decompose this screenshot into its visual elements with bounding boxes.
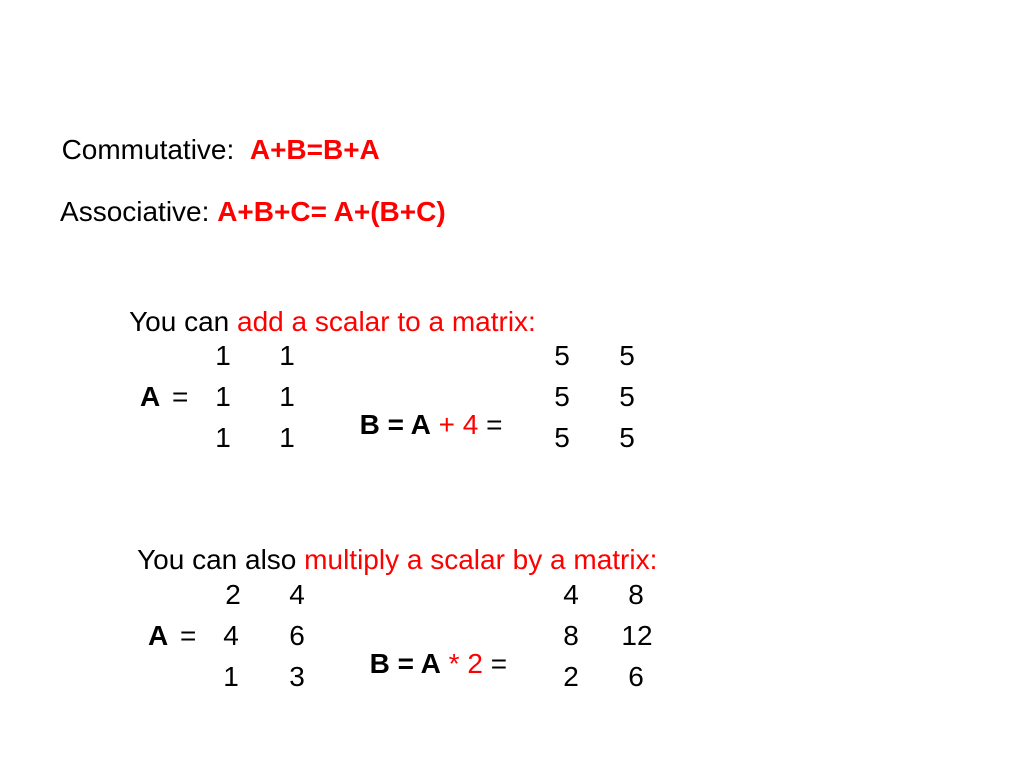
multiply-scalar-highlight: multiply a scalar by a matrix: (304, 544, 658, 575)
matrix-cell: 5 (619, 381, 635, 412)
commutative-formula: A+B=B+A (249, 134, 380, 165)
commutative-line (46, 108, 380, 164)
matrix-cell: 12 (621, 620, 653, 651)
mul-a-equals: = (180, 620, 197, 651)
matrix-cell: 5 (554, 381, 570, 412)
matrix-cell: 1 (215, 340, 231, 371)
matrix-cell: 3 (289, 661, 305, 692)
matrix-cell: 1 (215, 422, 231, 453)
matrix-cell: 4 (289, 579, 305, 610)
add-expression (344, 383, 503, 439)
add-scalar-heading (114, 280, 536, 336)
matrix-cell: 6 (628, 661, 644, 692)
add-scalar-intro: You can (129, 306, 230, 337)
matrix-cell: 2 (563, 661, 579, 692)
mul-expression-lhs: B = A (369, 648, 441, 679)
matrix-cell: 5 (554, 422, 570, 453)
add-expression-op: + 4 (438, 409, 479, 440)
matrix-cell: 4 (563, 579, 579, 610)
mul-expression (354, 622, 507, 678)
matrix-cell: 4 (223, 620, 239, 651)
add-expression-equals: = (486, 409, 503, 440)
matrix-cell: 2 (225, 579, 241, 610)
matrix-cell: 5 (554, 340, 570, 371)
associative-formula: A+B+C= A+(B+C) (217, 196, 446, 227)
associative-line (46, 170, 446, 226)
mul-expression-num: 2 (467, 648, 483, 679)
multiply-scalar-intro: You can also (137, 544, 297, 575)
mul-expression-star: * (448, 648, 460, 679)
mul-a-label: A (148, 620, 169, 651)
matrix-cell: 1 (215, 381, 231, 412)
matrix-cell: 1 (223, 661, 239, 692)
matrix-cell: 6 (289, 620, 305, 651)
multiply-scalar-heading (122, 518, 657, 574)
matrix-cell: 5 (619, 340, 635, 371)
associative-label: Associative: (60, 196, 210, 227)
matrix-cell: 5 (619, 422, 635, 453)
matrix-cell: 8 (628, 579, 644, 610)
add-a-equals: = (172, 381, 189, 412)
add-scalar-highlight: add a scalar to a matrix: (237, 306, 536, 337)
mul-expression-equals: = (490, 648, 508, 679)
matrix-cell: 1 (279, 381, 295, 412)
matrix-cell: 1 (279, 340, 295, 371)
matrix-cell: 1 (279, 422, 295, 453)
commutative-label: Commutative: (61, 134, 235, 165)
matrix-cell: 8 (563, 620, 579, 651)
add-expression-lhs: B = A (359, 409, 431, 440)
add-a-label: A (140, 381, 161, 412)
